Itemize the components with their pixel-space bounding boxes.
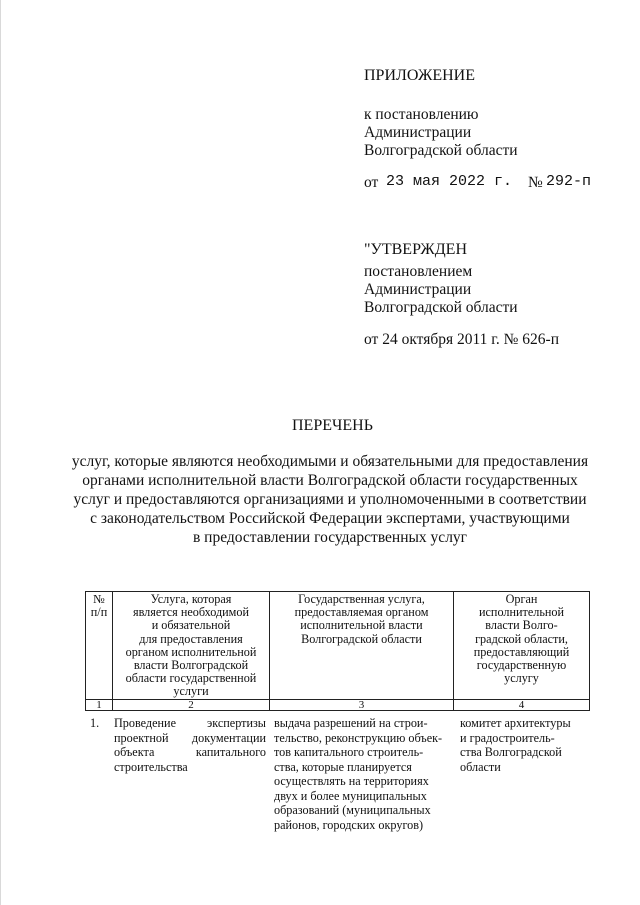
word: объекта — [114, 745, 155, 759]
header-text: области государственной — [125, 671, 257, 686]
state-service-line: осуществлять на территориях — [274, 774, 429, 788]
header-text: Волгоградской области — [301, 631, 422, 646]
state-service-line: образований (муниципальных — [274, 803, 431, 817]
subtitle-line: услуг и предоставляются организациями и уполномоченными в соответствии — [73, 491, 587, 508]
state-service-line: тов капитального строитель- — [274, 745, 424, 759]
list-subtitle — [70, 452, 590, 547]
authority-line: ства Волгоградской — [460, 745, 562, 759]
appendix-number: 292-п — [546, 173, 592, 190]
row-state-service — [274, 716, 442, 832]
authority-line: области — [460, 759, 501, 774]
row-service — [114, 716, 266, 774]
header-text: услугу — [504, 671, 539, 686]
subtitle-line: в предоставлении государственных услуг — [192, 529, 468, 546]
word: экспертизы — [207, 716, 266, 730]
header-service — [113, 592, 270, 699]
column-number: 4 — [454, 700, 590, 710]
row-authority — [460, 716, 571, 774]
header-state-service — [270, 592, 454, 699]
subtitle-line: услуг, которые являются необходимыми и обязательными для предоставления — [71, 453, 589, 470]
approved-line-2: Администрации — [364, 281, 472, 298]
header-text: Услуга, которая — [150, 592, 232, 606]
subtitle-line: с законодательством Российской Федерации экспертами, участвующими — [90, 510, 570, 527]
column-numbers-row — [85, 699, 590, 711]
header-text: Государственная услуга, — [298, 592, 425, 606]
list-title: ПЕРЕЧЕНЬ — [292, 417, 373, 434]
appendix-line-1: к постановлению — [364, 106, 479, 123]
row-number: 1. — [90, 716, 100, 730]
appendix-date-prefix: от — [364, 174, 379, 191]
header-text: услуги — [173, 684, 209, 699]
header-text: предоставляемая органом — [294, 605, 429, 620]
header-text: градской области, — [475, 631, 568, 646]
state-service-line: тельство, реконструкцию объек- — [274, 730, 443, 745]
header-text: государственную — [476, 658, 567, 673]
header-text: п/п — [90, 605, 108, 620]
header-text: для предоставления — [139, 631, 243, 646]
authority-line: комитет архитектуры — [460, 716, 571, 730]
approved-line-3: Волгоградской области — [364, 299, 518, 316]
service-line — [114, 731, 266, 746]
header-text: № — [93, 592, 105, 606]
appendix-date: 23 мая 2022 г. — [386, 173, 513, 190]
header-num — [86, 592, 113, 699]
word: капитального — [195, 745, 266, 759]
header-text: Орган — [505, 592, 538, 606]
state-service-line: двух и более муниципальных — [274, 788, 427, 803]
approved-line-1: постановлением — [364, 263, 473, 280]
table-header-row — [85, 591, 590, 699]
appendix-number-sign: № — [528, 174, 543, 191]
appendix-line-3: Волгоградской области — [364, 142, 518, 159]
column-number: 1 — [86, 700, 113, 710]
authority-line: и градостроитель- — [460, 730, 555, 745]
header-text: исполнительной — [478, 605, 565, 620]
services-table — [85, 591, 590, 711]
word: Проведение — [114, 716, 176, 730]
approved-date-line: от 24 октября 2011 г. № 626-п — [364, 331, 560, 348]
appendix-line-2: Администрации — [364, 124, 472, 141]
appendix-title: ПРИЛОЖЕНИЕ — [364, 67, 476, 84]
service-line: строительства — [114, 759, 188, 774]
header-authority — [454, 592, 590, 699]
scan-edge — [0, 0, 1, 905]
header-text: органом исполнительной — [125, 644, 257, 659]
header-text: и обязательной — [151, 618, 231, 633]
word: проектной — [114, 730, 169, 745]
header-text: исполнительной власти — [300, 618, 423, 633]
state-service-line: ства, которые планируется — [274, 759, 412, 774]
subtitle-line: органами исполнительной власти Волгоградской области государственных — [82, 472, 578, 489]
header-text: власти Волго- — [485, 618, 558, 633]
state-service-line: выдача разрешений на строи- — [274, 716, 428, 730]
service-line — [114, 716, 266, 731]
header-text: власти Волгоградской — [133, 658, 249, 673]
column-number: 3 — [270, 700, 454, 710]
word: документации — [191, 730, 266, 745]
column-number: 2 — [113, 700, 270, 710]
state-service-line: районов, городских округов) — [274, 817, 424, 832]
service-line — [114, 745, 266, 760]
header-text: является необходимой — [132, 605, 250, 620]
approved-title: "УТВЕРЖДЕН — [364, 241, 467, 258]
header-text: предоставляющий — [473, 644, 570, 659]
